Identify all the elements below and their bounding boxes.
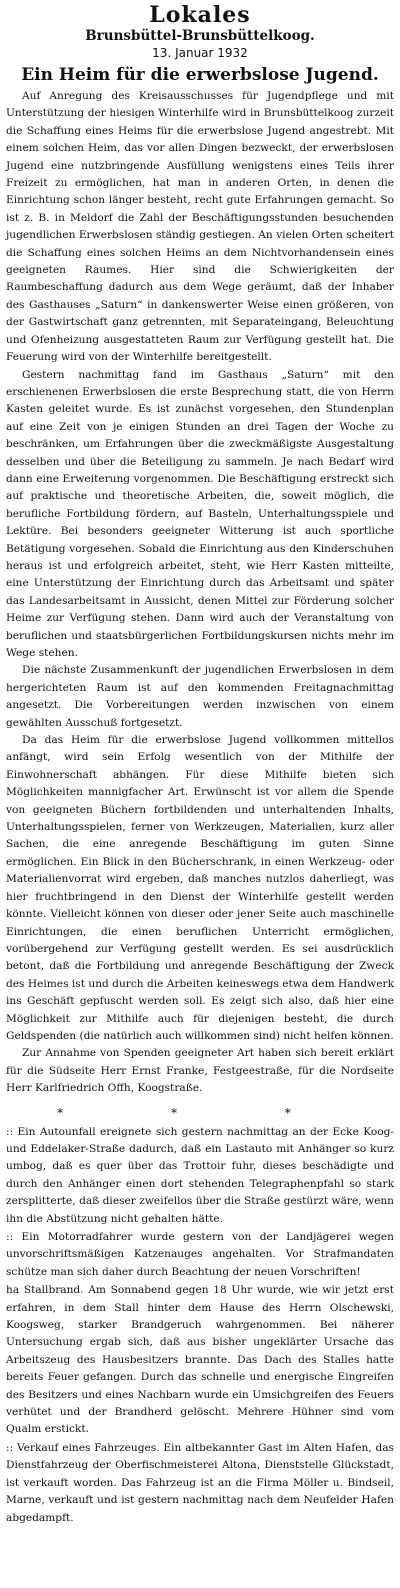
dateline-date: 13. Januar 1932: [152, 46, 248, 60]
section-masthead: Lokales: [149, 2, 251, 28]
article-paragraph: Gestern nachmittag fand im Gasthaus „Saturn“ mit den erschienenen Erwerbslosen die erste Besprechung statt, die von Herrn Kasten geleitet wurde. Es ist zunächst vorgesehen, den Stundenplan auf eine Zeit von je einigen Stunden an drei Tagen der Woche zu beschränken, um Erfahrungen über die zweckmäßigste Ausgestaltung desselben und über die Beteiligung zu sammeln. Je nach Bedarf wird dann eine Erweiterung vorgenommen. Die Beschäftigung erstreckt sich auf praktische und theoretische Arbeiten, die, soweit möglich, die berufliche Fortbildung fördern, auf Basteln, Unterhaltungsspiele und Lektüre. Bei besonders geeigneter Witterung ist auch sportliche Betätigung vorgesehen. Sobald die Einrichtung aus den Kinderschuhen heraus ist und erfolgreich arbeitet, steht, wie Herr Kasten mitteilte, eine Unterstützung der Einrichtung durch das Arbeitsamt und später das Landesarbeitsamt in Aussicht, denen Mittel zur Förderung solcher Heime zur Verfügung stehen. Dann wird auch der Veranstaltung von beruflichen und staatsbürgerlichen Fortbildungskursen nichts mehr im Wege stehen.: [6, 368, 394, 659]
article-paragraph: Da das Heim für die erwerbslose Jugend vollkommen mittellos anfängt, wird sein Erfolg wesentlich von der Mithilfe der Einwohnerschaft abhängen. Für diese Mithilfe bieten sich Möglichkeiten mannigfacher Art. Erwünscht ist vor allem die Spende von geeigneten Büchern fortbildenden und unterhaltenden Inhalts, Unterhaltungsspielen, ferner von Werkzeugen, Materialien, kurz aller Sachen, die eine anregende Beschäftigung im guten Sinne ermöglichen. Ein Blick in den Bücherschrank, in einen Werkzeug- oder Materialienvorrat wird ergeben, daß manches nutzlos daherliegt, was hier fruchtbringend in den Dienst der Winterhilfe gestellt werden könnte. Vielleicht können von dieser oder jener Seite auch maschinelle Einrichtungen, die einen beruflichen Unterricht ermöglichen, vorübergehend zur Verfügung gestellt werden. Es sei ausdrücklich betont, daß die Fortbildung und anregende Beschäftigung der Zweck des Heimes ist und durch die Arbeiten keineswegs etwa dem Handwerk ins Geschäft gepfuscht werden soll. Es zeigt sich also, daß hier eine Möglichkeit zur Mithilfe auch für diejenigen besteht, die durch Geldspenden (die natürlich auch willkommen sind) nicht helfen können.: [6, 734, 394, 1042]
article-body: [6, 88, 394, 1098]
article-paragraph: Auf Anregung des Kreisausschusses für Jugendpflege und mit Unterstützung der hiesigen Winterhilfe wird in Brunsbüttelkoog zurzeit die Schaffung eines Heims für die erwerbslose Jugend angestrebt. Mit einem solchen Heim, das vor allen Dingen bezweckt, der erwerbslosen Jugend eine nutzbringende Ausfüllung wenigstens eines Teils ihrer Freizeit zu ermöglichen, hat man in anderen Orten, in denen die Einrichtung schon länger besteht, recht gute Erfahrungen gemacht. So ist z. B. in Meldorf die Zahl der Beschäftigungsstunden besuchenden jugendlichen Erwerbslosen ständig gestiegen. An vielen Orten scheitert die Schaffung eines solchen Heims an dem Nichtvorhandensein eines geeigneten Raumes. Hier sind die Schwierigkeiten der Raumbeschaffung dadurch aus dem Wege geräumt, daß der Inhaber des Gasthauses „Saturn“ in dankenswerter Weise einen größeren, von der Gastwirtschaft ganz getrennten, mit Separateingang, Beleuchtung und Ofenheizung ausgestatteten Raum zur Verfügung gestellt hat. Die Feuerung wird von der Winterhilfe bereitgestellt.: [6, 90, 394, 364]
article-paragraph: Zur Annahme von Spenden geeigneter Art haben sich bereit erklärt für die Südseite Herr Ernst Franke, Festgeestraße, für die Nordseite Herr Karlfriedrich Offh, Koogstraße.: [6, 1047, 394, 1095]
news-note: :: Ein Autounfall ereignete sich gestern nachmittag an der Ecke Koog- und Eddelaker-Straße dadurch, daß ein Lastauto mit Anhänger so kurz umbog, daß es quer über das Trottoir fuhr, dieses beschädigte und durch den Anhänger einen dort stehenden Telegraphenpfahl so stark zersplitterte, daß dieser zweifellos über die Straße gestürzt wäre, wenn ihn die Abstützung nicht gehalten hätte.: [6, 1125, 394, 1225]
section-separator: * * *: [57, 1105, 343, 1120]
news-note: :: Verkauf eines Fahrzeuges. Ein altbekannter Gast im Alten Hafen, das Dienstfahrzeug der Oberfischmeisterei Altona, Dienststelle Glückstadt, ist verkauft worden. Das Fahrzeug ist an die Firma Möller u. Bindseil, Marne, verkauft und ist gestern nachmittag nach dem Neufelder Hafen abgedampft.: [6, 1441, 394, 1524]
news-note: :: Ein Motorradfahrer wurde gestern von der Landjägerei wegen unvorschriftsmäßigen Katzenauges angehalten. Vor Strafmandaten schütze man sich daher durch Beachtung der neuen Vorschriften!: [6, 1231, 394, 1278]
dateline-place: Brunsbüttel-Brunsbüttelkoog.: [85, 28, 315, 44]
article-paragraph: Die nächste Zusammenkunft der jugendlichen Erwerbslosen in dem hergerichteten Raum ist auf den kommenden Freitagnachmittag angesetzt. Die Vorbereitungen werden inzwischen von einem gewählten Ausschuß fortgesetzt.: [6, 664, 394, 729]
article-headline: Ein Heim für die erwerbslose Jugend.: [21, 65, 379, 85]
local-notes: [6, 1124, 394, 1527]
news-note: ha Stallbrand. Am Sonnabend gegen 18 Uhr wurde, wie wir jetzt erst erfahren, in dem Stall hinter dem Hause des Herrn Olschewski, Koogsweg, starker Brandgeruch wahrgenommen. Bei näherer Untersuchung ergab sich, daß aus bisher ungeklärter Ursache das Arbeitszeug des Hausbesitzers brannte. Das Dach des Stalles hatte bereits Feuer gefangen. Durch das schnelle und energische Eingreifen des Besitzers und eines Nachbarn wurde ein Umsichgreifen des Feuers verhütet und der Brandherd gelöscht. Mehrere Hühner sind vom Qualm erstickt.: [6, 1284, 394, 1436]
